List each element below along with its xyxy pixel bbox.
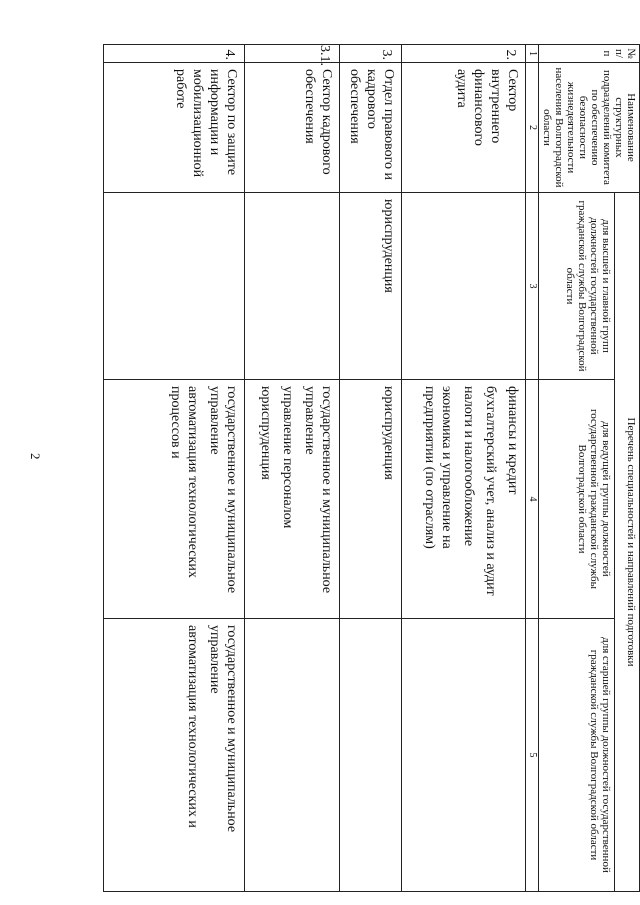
specialty-item: государственное и муниципальное управление	[207, 386, 239, 594]
specialty-item: автоматизация технологических процессов и	[168, 386, 200, 578]
header-num-5: 5	[526, 619, 539, 892]
row-col-senior	[245, 619, 340, 892]
specialty-item: государственное и муниципальное управление	[302, 386, 334, 594]
header-num-3: 3	[526, 193, 539, 380]
row-number: 2.	[402, 45, 526, 63]
row-number: 4.	[104, 45, 245, 63]
row-col-higher	[402, 193, 526, 380]
header-unit-name: Наименование структурных подразделений комитета по обеспечению безопасности жизнедеятельности населения Волгоградской области	[539, 63, 640, 193]
row-col-higher	[245, 193, 340, 380]
row-unit-name: Сектор кадрового обеспечения	[245, 63, 340, 193]
row-col-leading	[104, 380, 245, 619]
header-num-2: 2	[526, 63, 539, 193]
specialty-item: государственное и муниципальное управление	[207, 625, 239, 833]
header-num-4: 4	[526, 380, 539, 619]
table-row	[104, 45, 245, 892]
specialties-table	[103, 44, 640, 892]
row-number: 3.	[340, 45, 402, 63]
specialty-item: бухгалтерский учет, анализ и аудит	[483, 386, 498, 596]
table-row	[340, 45, 402, 892]
row-col-leading	[402, 380, 526, 619]
row-col-senior	[340, 619, 402, 892]
row-col-leading	[340, 380, 402, 619]
specialty-item: юриспруденция	[381, 386, 396, 480]
row-unit-name: Сектор по защите информации и мобилизационной работе	[104, 63, 245, 193]
row-unit-name: Сектор внутреннего финансового аудита	[402, 63, 526, 193]
table-row	[402, 45, 526, 892]
header-group-title: Перечень специальностей и направлений подготовки	[615, 193, 640, 892]
header-col-higher: для высшей и главной групп должностей государственной гражданской службы Волгоградской области	[539, 193, 615, 380]
specialty-item: экономика и управление на предприятии (по отраслям)	[422, 386, 454, 549]
specialties-table-wrap	[4, 44, 640, 892]
specialty-item: налоги и налогообложение	[461, 386, 476, 547]
row-col-higher	[340, 193, 402, 380]
row-unit-name: Отдел правового и кадрового обеспечения	[340, 63, 402, 193]
header-num-1: 1	[526, 45, 539, 63]
specialty-item: автоматизация технологических и	[185, 625, 200, 828]
row-col-senior	[402, 619, 526, 892]
specialty-item: юриспруденция	[258, 386, 273, 480]
specialty-item: управление персоналом	[280, 386, 295, 529]
table-row	[245, 45, 340, 892]
header-col-senior: для старшей группы должностей государственной гражданской службы Волгоградской области	[539, 619, 615, 892]
row-col-higher	[104, 193, 245, 380]
header-col-leading: для ведущей группы должностей государственной гражданской службы Волгоградской области	[539, 380, 615, 619]
row-number: 3.1.	[245, 45, 340, 63]
row-col-senior	[104, 619, 245, 892]
specialty-item: юриспруденция	[381, 199, 396, 293]
page-number: 2	[28, 453, 43, 460]
specialty-item: финансы и кредит	[505, 386, 520, 495]
header-number: № п/п	[539, 45, 640, 63]
row-col-leading	[245, 380, 340, 619]
